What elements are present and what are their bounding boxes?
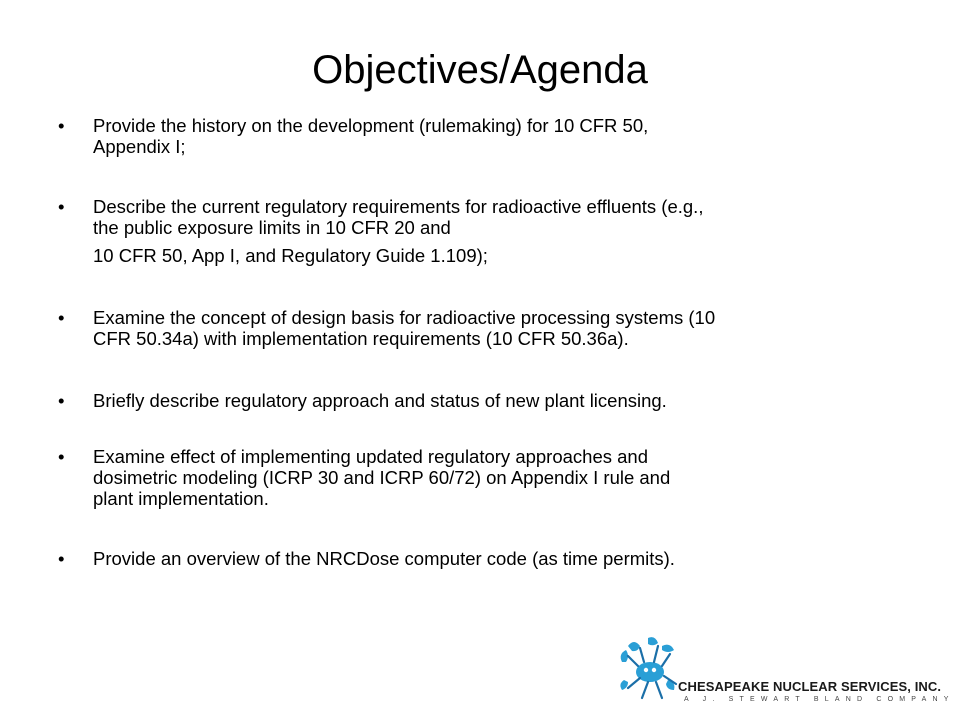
bullet-icon: • xyxy=(58,548,65,569)
agenda-item-line: dosimetric modeling (ICRP 30 and ICRP 60/72) on Appendix I rule and xyxy=(93,467,671,488)
bullet-icon: • xyxy=(58,446,65,467)
bullet-icon: • xyxy=(58,196,65,217)
agenda-item-line: Appendix I; xyxy=(93,136,186,157)
company-name: CHESAPEAKE NUCLEAR SERVICES, INC. xyxy=(678,679,942,694)
agenda-item-line: Examine effect of implementing updated regulatory approaches and xyxy=(93,446,649,467)
agenda-item-line: Provide an overview of the NRCDose computer code (as time permits). xyxy=(93,548,675,569)
bullet-icon: • xyxy=(58,390,65,411)
company-logo xyxy=(618,636,955,708)
agenda-item-line: the public exposure limits in 10 CFR 20 and xyxy=(93,217,451,238)
bullet-icon: • xyxy=(58,307,65,328)
company-tagline: A J. STEWART BLAND COMPANY xyxy=(684,696,955,703)
slide-title: Objectives/Agenda xyxy=(312,48,648,92)
agenda-item-line: Describe the current regulatory requirements for radioactive effluents (e.g., xyxy=(93,196,704,217)
agenda-item-line: Provide the history on the development (rulemaking) for 10 CFR 50, xyxy=(93,115,649,136)
agenda-item-line: Examine the concept of design basis for radioactive processing systems (10 xyxy=(93,307,716,328)
blue-crab-logo-icon xyxy=(618,636,682,704)
agenda-item-line: plant implementation. xyxy=(93,488,269,509)
agenda-item-line: Briefly describe regulatory approach and status of new plant licensing. xyxy=(93,390,667,411)
agenda-item-line: CFR 50.34a) with implementation requirements (10 CFR 50.36a). xyxy=(93,328,629,349)
bullet-icon: • xyxy=(58,115,65,136)
agenda-item-continuation: 10 CFR 50, App I, and Regulatory Guide 1.109); xyxy=(93,245,488,266)
